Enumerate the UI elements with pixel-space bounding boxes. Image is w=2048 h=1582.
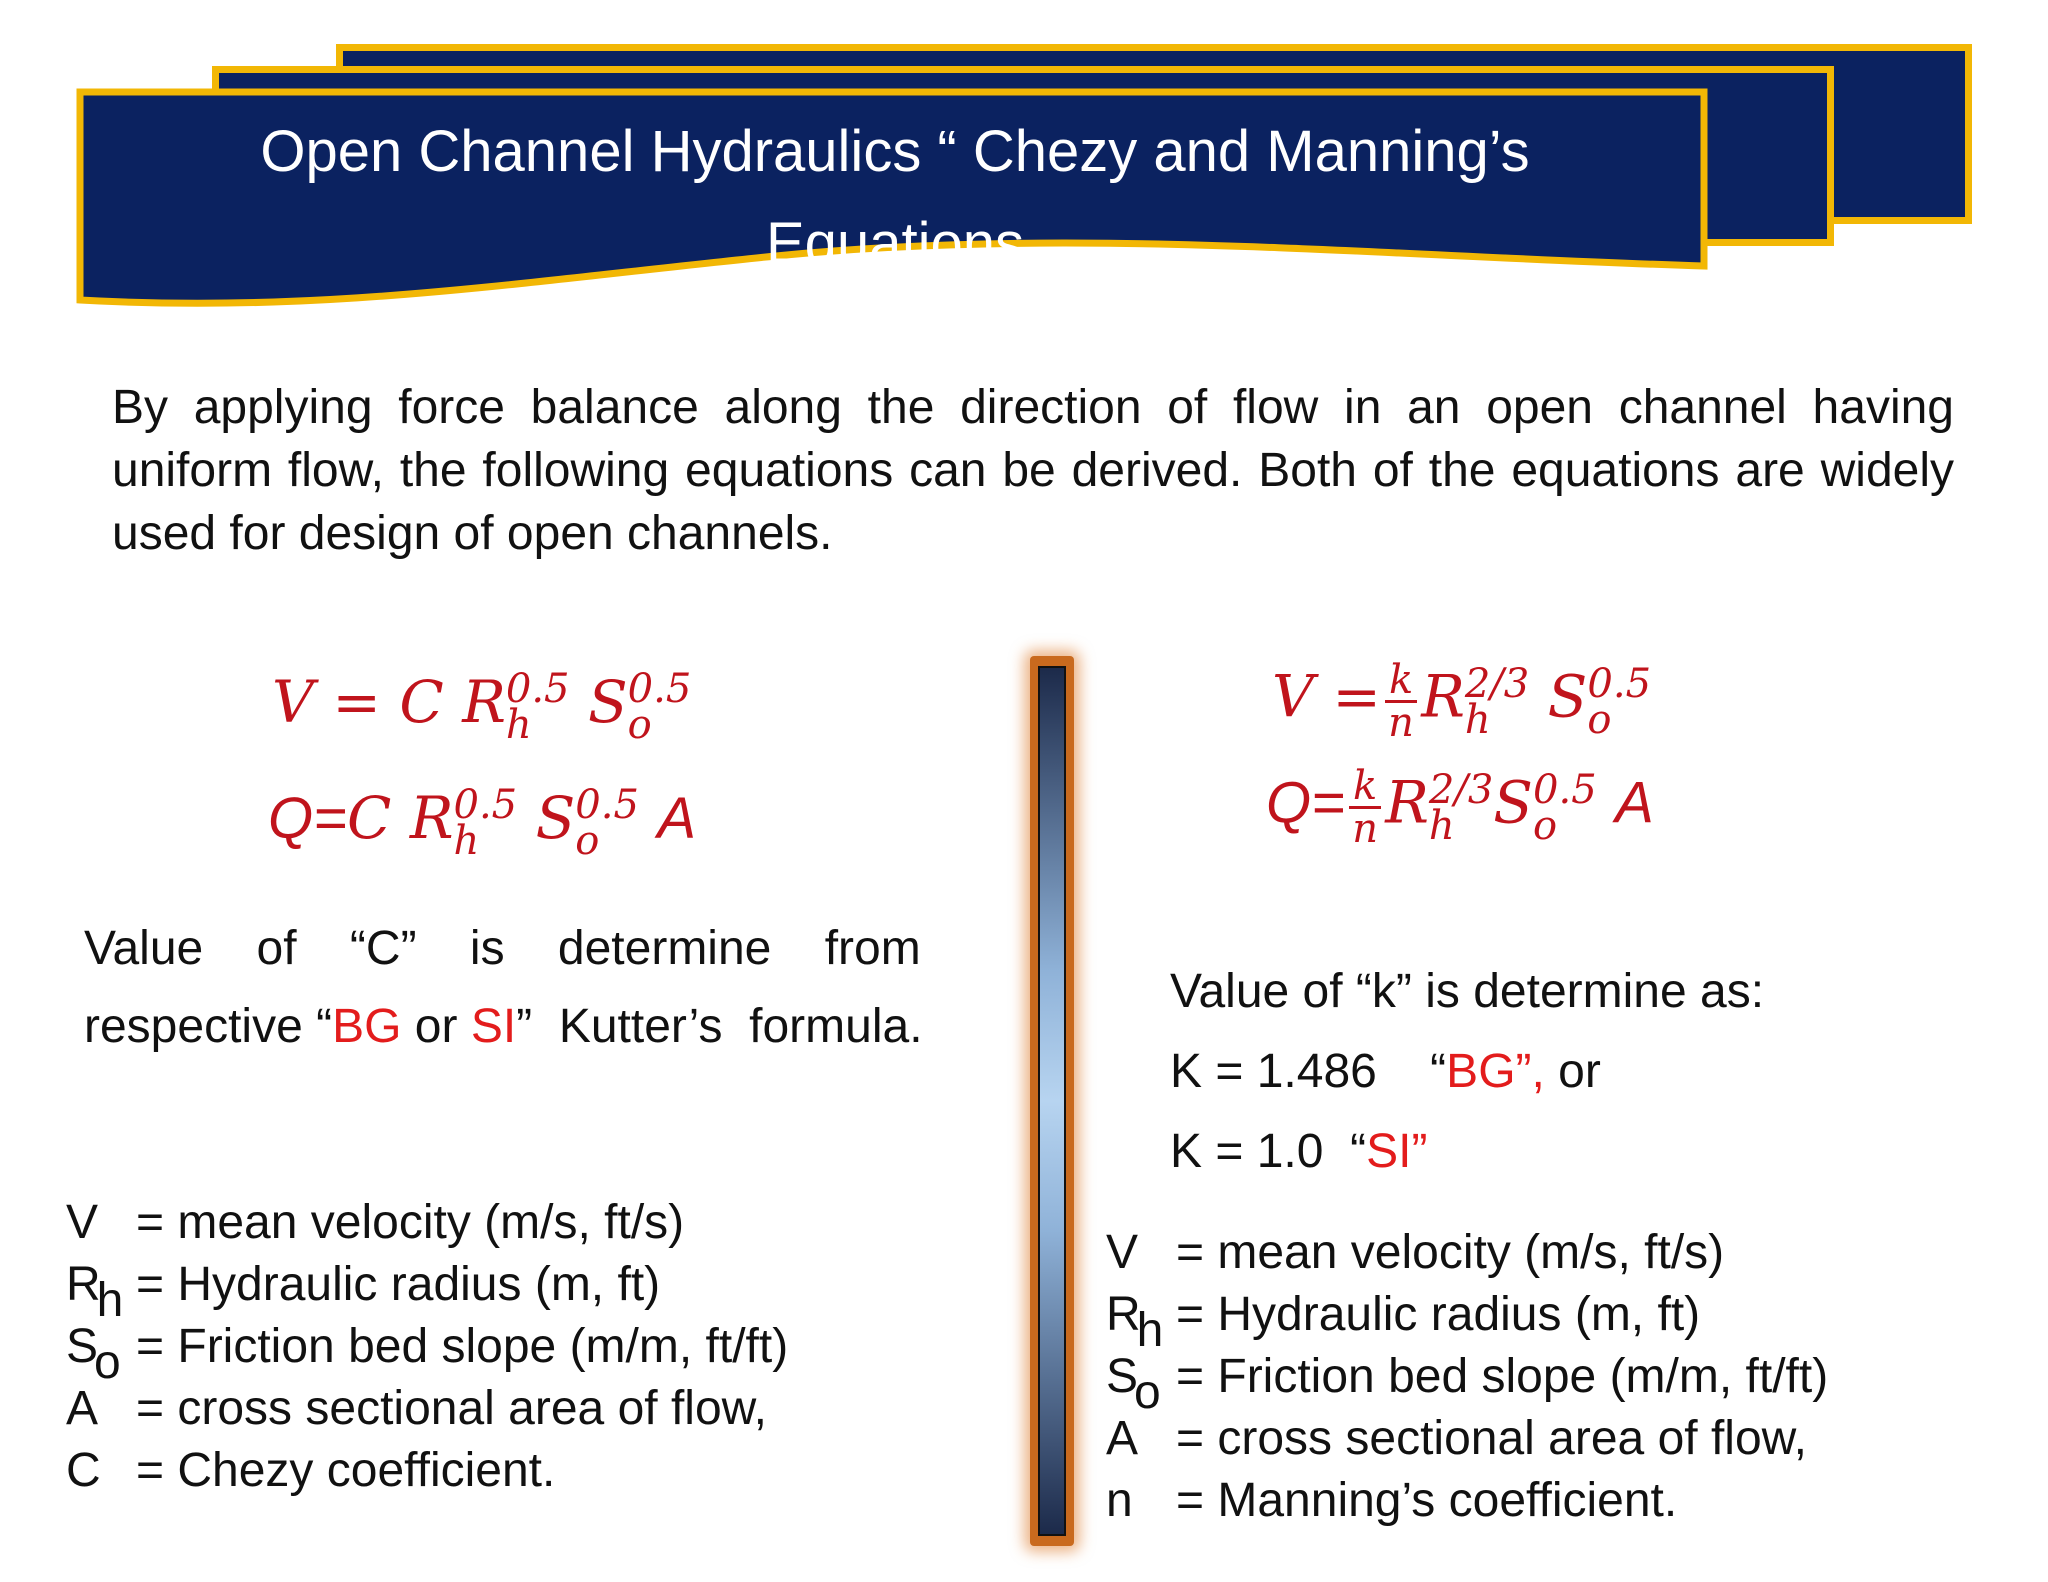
eq-lhs: Q [1266, 770, 1312, 836]
eq-s: S [1547, 662, 1588, 731]
definition-row: Rh = Hydraulic radius (m, ft) [66, 1258, 661, 1327]
k-note-line-2: K = 1.486 “BG”, or [1170, 1045, 1601, 1098]
si-unit: SI [470, 1000, 517, 1053]
page-title-line-1: Open Channel Hydraulics “ Chezy and Manning’s [260, 119, 1530, 184]
definition-row: A = cross sectional area of flow, [66, 1382, 767, 1435]
eq-sign: = [332, 668, 381, 736]
eq-r: R [462, 668, 506, 736]
eq-r-supsub: 2/3 h [1464, 660, 1530, 743]
definition-row: C = Chezy coefficient. [66, 1444, 556, 1497]
eq-area: A [1615, 770, 1654, 836]
manning-velocity-equation [1272, 657, 1652, 746]
eq-lhs: V [1272, 662, 1314, 731]
eq-s-supsub: 0.5 o [627, 665, 692, 748]
eq-sign: = [1332, 662, 1381, 731]
chezy-definitions-list [66, 1192, 788, 1502]
eq-r: R [409, 784, 454, 852]
eq-s: S [535, 784, 576, 852]
page-title-line-2: Equations [766, 211, 1024, 276]
definition-row: A = cross sectional area of flow, [1106, 1412, 1807, 1465]
definition-row: So = Friction bed slope (m/m, ft/ft) [1106, 1350, 1829, 1419]
definition-row: V = mean velocity (m/s, ft/s) [1106, 1226, 1725, 1279]
eq-s: S [1493, 768, 1534, 837]
eq-r: R [1385, 768, 1429, 837]
eq-lhs: V [272, 668, 314, 736]
divider-inner-bar [1038, 666, 1066, 1536]
k-note-line-1: Value of “k” is determine as: [1170, 965, 1765, 1018]
eq-r-supsub: 2/3 h [1428, 766, 1494, 849]
manning-definitions-list [1106, 1222, 1828, 1532]
manning-discharge-equation [1266, 763, 1654, 852]
eq-s-supsub: 0.5 o [575, 781, 639, 864]
eq-r-supsub: 0.5 h [453, 781, 518, 864]
k-over-n-fraction: $\frac{k}{n}$ [1349, 766, 1381, 849]
definition-row: So = Friction bed slope (m/m, ft/ft) [66, 1320, 789, 1389]
eq-coef: C [399, 668, 444, 736]
definition-row: Rh = Hydraulic radius (m, ft) [1106, 1288, 1701, 1357]
intro-paragraph: By applying force balance along the direction of flow in an open channel having uniform flow, the following equations can be derived. Both of the equations are widely used for design of open channels. [112, 381, 1954, 560]
k-over-n-fraction: $\frac{k}{n}$ [1385, 660, 1417, 743]
note-line-1: Value of “C” is determine from [84, 922, 921, 975]
chezy-coefficient-note [84, 910, 990, 1066]
definition-row: V = mean velocity (m/s, ft/s) [66, 1196, 685, 1249]
eq-lhs: Q [268, 786, 314, 851]
eq-r-supsub: 0.5 h [505, 665, 570, 748]
eq-r: R [1421, 662, 1465, 731]
column-divider [1030, 656, 1074, 1546]
si-unit: SI” [1366, 1125, 1428, 1178]
definition-row: n = Manning’s coefficient. [1106, 1474, 1678, 1527]
manning-k-note [1170, 952, 1764, 1192]
eq-sign: = [1311, 770, 1345, 836]
eq-area: A [657, 786, 697, 851]
eq-s-supsub: 0.5 o [1533, 766, 1597, 849]
eq-s: S [587, 668, 628, 736]
eq-s-supsub: 0.5 o [1587, 660, 1652, 743]
note-line-2: respective “BG or SI” Kutter’s formula. [84, 1000, 923, 1053]
bg-unit: BG”, [1446, 1045, 1545, 1098]
bg-unit: BG [332, 1000, 402, 1053]
chezy-velocity-equation [272, 665, 692, 748]
k-note-line-3: K = 1.0 “SI” [1170, 1125, 1428, 1178]
eq-sign: = [313, 786, 347, 851]
chezy-discharge-equation [268, 781, 697, 864]
eq-coef: C [347, 784, 392, 852]
